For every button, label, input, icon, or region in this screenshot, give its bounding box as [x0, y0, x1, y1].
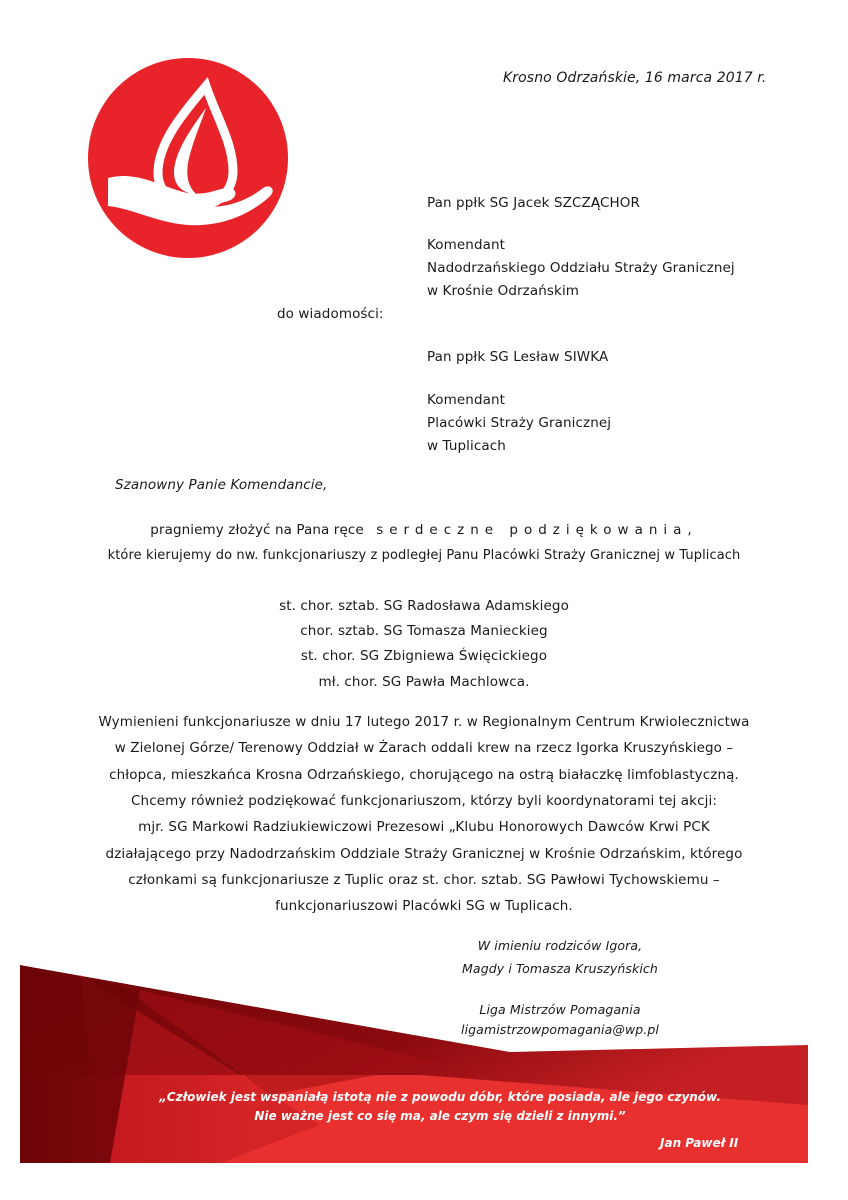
blood-drop-hand-logo: [88, 58, 288, 258]
intro-text: pragniemy złożyć na Pana ręce: [150, 522, 364, 538]
quote-line: „Człowiek jest wspaniałą istotą nie z powodu dóbr, które posiada, ale jego czynów.: [159, 1090, 721, 1104]
intro-line-1: [0, 522, 848, 538]
body-line: Chcemy również podziękować funkcjonariuszom, którzy byli koordynatorami tej akcji:: [131, 793, 717, 809]
addressee-line: Nadodrzańskiego Oddziału Straży Granicznej: [427, 260, 735, 276]
intro-spaced-text: serdeczne podziękowania,: [376, 522, 698, 538]
body-line: Wymienieni funkcjonariusze w dniu 17 lutego 2017 r. w Regionalnym Centrum Krwiolecznictwa: [98, 714, 750, 730]
addressee-line: w Krośnie Odrzańskim: [427, 283, 580, 299]
cc-line: Komendant: [427, 392, 506, 408]
quote-author: Jan Paweł II: [660, 1136, 739, 1150]
body-line: działającego przy Nadodrzańskim Oddziale Straży Granicznej w Krośnie Odrzańskim, którego: [105, 846, 743, 862]
officer-item: chor. sztab. SG Tomasza Manieckieg: [300, 623, 548, 639]
cc-line: Placówki Straży Granicznej: [427, 415, 612, 431]
cc-line: w Tuplicach: [427, 438, 506, 454]
intro-line-2: które kierujemy do nw. funkcjonariuszy z podległej Panu Placówki Straży Granicznej w Tuplicach: [107, 548, 741, 563]
signature-org: Liga Mistrzów Pomagania: [479, 1002, 641, 1017]
officer-item: st. chor. sztab. SG Radosława Adamskiego: [279, 598, 569, 614]
officer-item: mł. chor. SG Pawła Machlowca.: [318, 674, 530, 690]
addressee-line: Komendant: [427, 237, 506, 253]
body-line: członkami są funkcjonariusze z Tuplic oraz st. chor. sztab. SG Pawłowi Tychowskiemu –: [128, 872, 720, 888]
red-banner: [20, 955, 808, 1163]
body-line: funkcjonariuszowi Placówki SG w Tuplicach.: [275, 898, 573, 914]
body-line: mjr. SG Markowi Radziukiewiczowi Prezesowi „Klubu Honorowych Dawców Krwi PCK: [138, 819, 710, 835]
quote-line: Nie ważne jest co się ma, ale czym się dzieli z innymi.”: [254, 1109, 626, 1123]
signature-email[interactable]: ligamistrzowpomagania@wp.pl: [461, 1022, 659, 1037]
place-date: Krosno Odrzańskie, 16 marca 2017 r.: [503, 70, 767, 86]
body-line: chłopca, mieszkańca Krosna Odrzańskiego, chorującego na ostrą białaczkę limfoblastyczną.: [109, 767, 739, 783]
body-line: w Zielonej Górze/ Terenowy Oddział w Żarach oddali krew na rzecz Igorka Kruszyńskiego –: [114, 740, 734, 756]
greeting: Szanowny Panie Komendancie,: [115, 477, 328, 493]
signature-line: Magdy i Tomasza Kruszyńskich: [462, 961, 658, 976]
addressee-name: Pan ppłk SG Jacek SZCZĄCHOR: [427, 195, 640, 211]
signature-line: W imieniu rodziców Igora,: [477, 938, 643, 953]
cc-name: Pan ppłk SG Lesław SIWKA: [427, 349, 609, 365]
officer-item: st. chor. SG Zbigniewa Święcickiego: [300, 648, 548, 664]
cc-label: do wiadomości:: [277, 306, 384, 322]
